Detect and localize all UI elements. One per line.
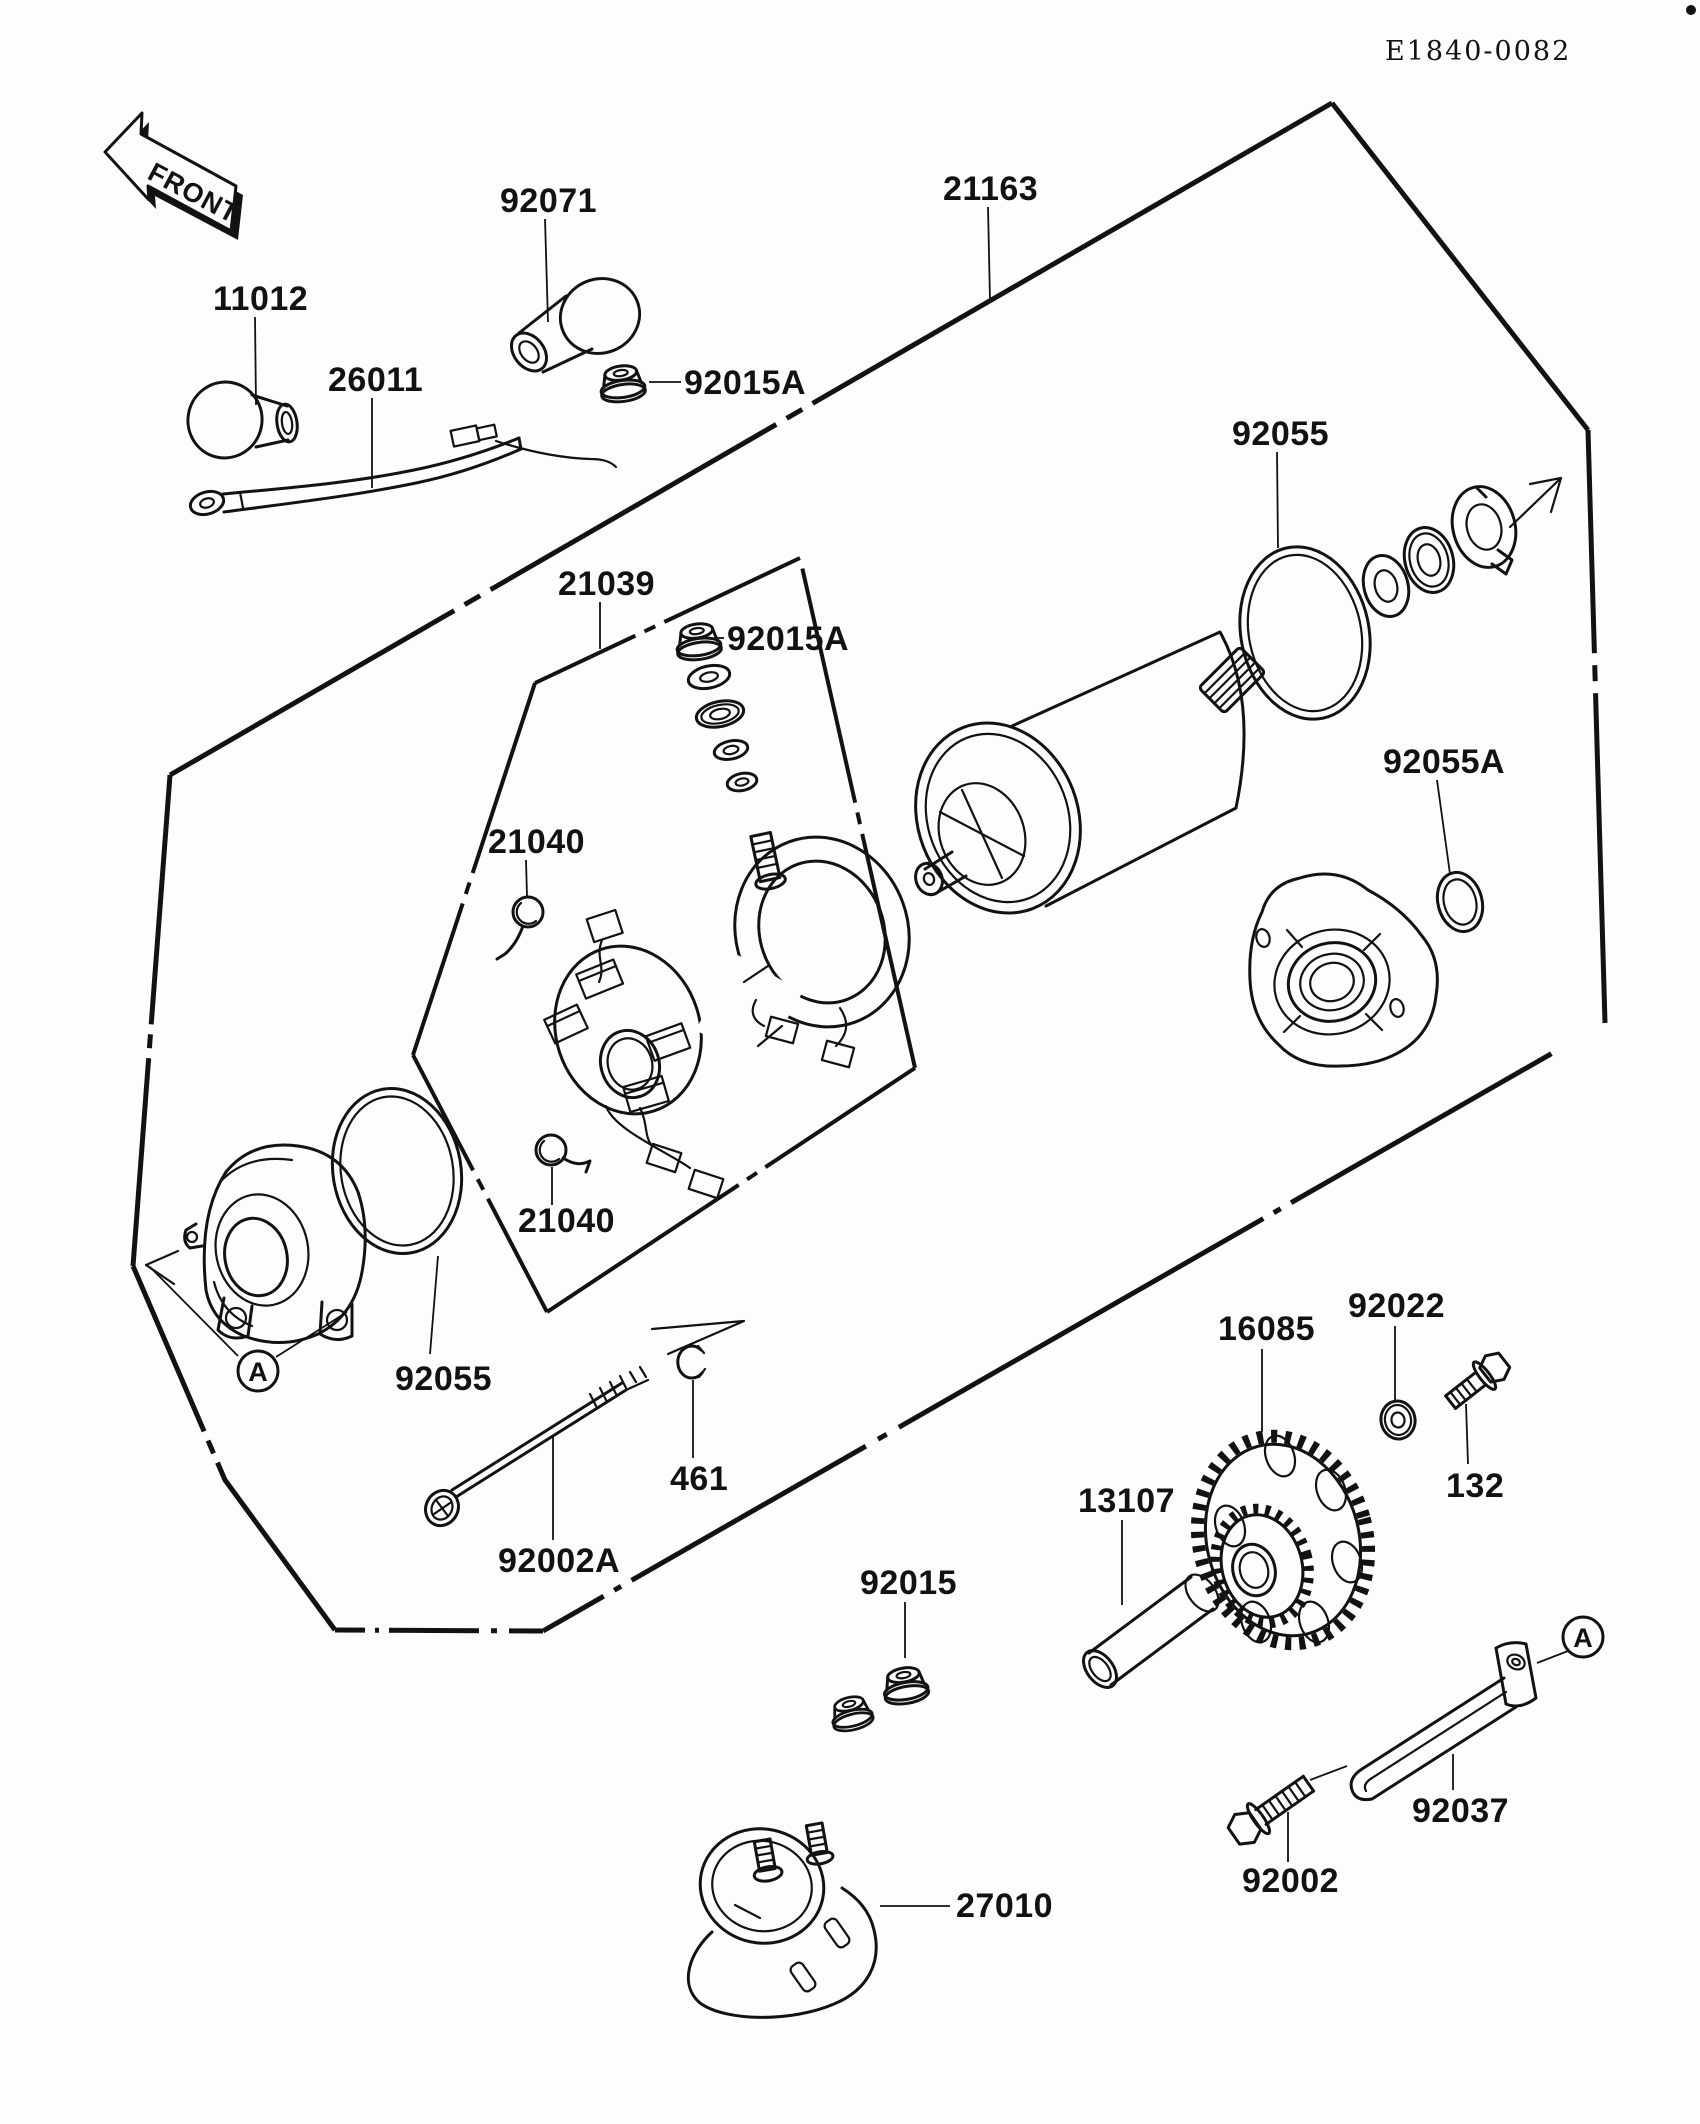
leader-lines (150, 207, 1568, 1906)
washer-stack (686, 662, 758, 794)
part-label-92055-right: 92055 (1232, 415, 1330, 453)
o-ring-92055-left (320, 1078, 475, 1264)
part-label-26011: 26011 (328, 361, 424, 399)
part-label-461: 461 (670, 1460, 729, 1498)
o-ring-92055a (1431, 867, 1489, 936)
print-dot (1686, 5, 1696, 15)
view-marker-a-right (1563, 1617, 1603, 1657)
brush-spring-21040-bottom (536, 1135, 590, 1172)
part-label-21040-top: 21040 (488, 823, 586, 861)
end-cover-left (185, 1145, 366, 1342)
terminal-boot-92071 (504, 267, 651, 378)
o-ring-92055-right (1224, 535, 1385, 732)
washer-92022 (1378, 1398, 1418, 1441)
brush-holder-plate-21039 (533, 910, 723, 1198)
clamp-92037 (1351, 1643, 1536, 1800)
part-label-92037: 92037 (1412, 1792, 1510, 1830)
view-marker-a-left-label: A (248, 1357, 268, 1387)
part-label-27010: 27010 (956, 1887, 1054, 1925)
part-label-92022: 92022 (1348, 1287, 1446, 1325)
part-label-92055-left: 92055 (395, 1360, 493, 1398)
idle-gear-shaft-13107 (1077, 1568, 1225, 1693)
part-label-92002a: 92002A (498, 1542, 621, 1580)
nut-92015a-top (598, 363, 647, 404)
thrust-washers (1357, 522, 1461, 622)
lock-washer (1443, 479, 1524, 574)
nut-92015a-mid (674, 621, 723, 662)
brush-spring-21040-top (497, 897, 543, 959)
part-label-132: 132 (1446, 1467, 1505, 1505)
part-label-16085: 16085 (1218, 1310, 1316, 1348)
part-label-92015a-top: 92015A (684, 364, 807, 402)
view-arrow-right (1510, 478, 1561, 527)
starter-relay-27010 (688, 1817, 876, 2017)
starter-gear-16085 (1175, 1417, 1392, 1663)
nut-92015-right (881, 1664, 930, 1707)
terminal-cap-11012 (180, 374, 300, 466)
front-label: FRONT (143, 156, 244, 230)
part-label-13107: 13107 (1078, 1482, 1176, 1520)
part-label-92015: 92015 (860, 1564, 958, 1602)
part-label-11012: 11012 (213, 280, 309, 318)
bolt-92002 (1224, 1766, 1347, 1851)
nut-92015-left (828, 1693, 875, 1734)
view-marker-a-left (238, 1351, 278, 1391)
front-direction-arrow (105, 113, 244, 240)
drawing-code: E1840-0082 (1385, 36, 1572, 67)
bolt-132 (1440, 1347, 1515, 1416)
part-label-92055a: 92055A (1383, 743, 1506, 781)
circlip-461 (678, 1346, 705, 1378)
battery-cable-26011 (188, 422, 616, 519)
part-label-92071: 92071 (500, 182, 598, 220)
part-label-21040-bottom: 21040 (518, 1202, 616, 1240)
brush-holder-group-boundary (413, 558, 915, 1312)
part-label-21039: 21039 (558, 565, 656, 603)
armature (889, 632, 1266, 937)
brush-holder-assembly (695, 812, 935, 1067)
exploded-view-boundary (133, 5, 1696, 1631)
part-label-92002: 92002 (1242, 1862, 1340, 1900)
part-labels (213, 36, 1571, 1925)
view-marker-a-right-label: A (1573, 1623, 1593, 1653)
end-bracket-right (1250, 874, 1438, 1066)
part-label-92015a-mid: 92015A (727, 620, 850, 658)
part-label-21163: 21163 (943, 170, 1039, 208)
